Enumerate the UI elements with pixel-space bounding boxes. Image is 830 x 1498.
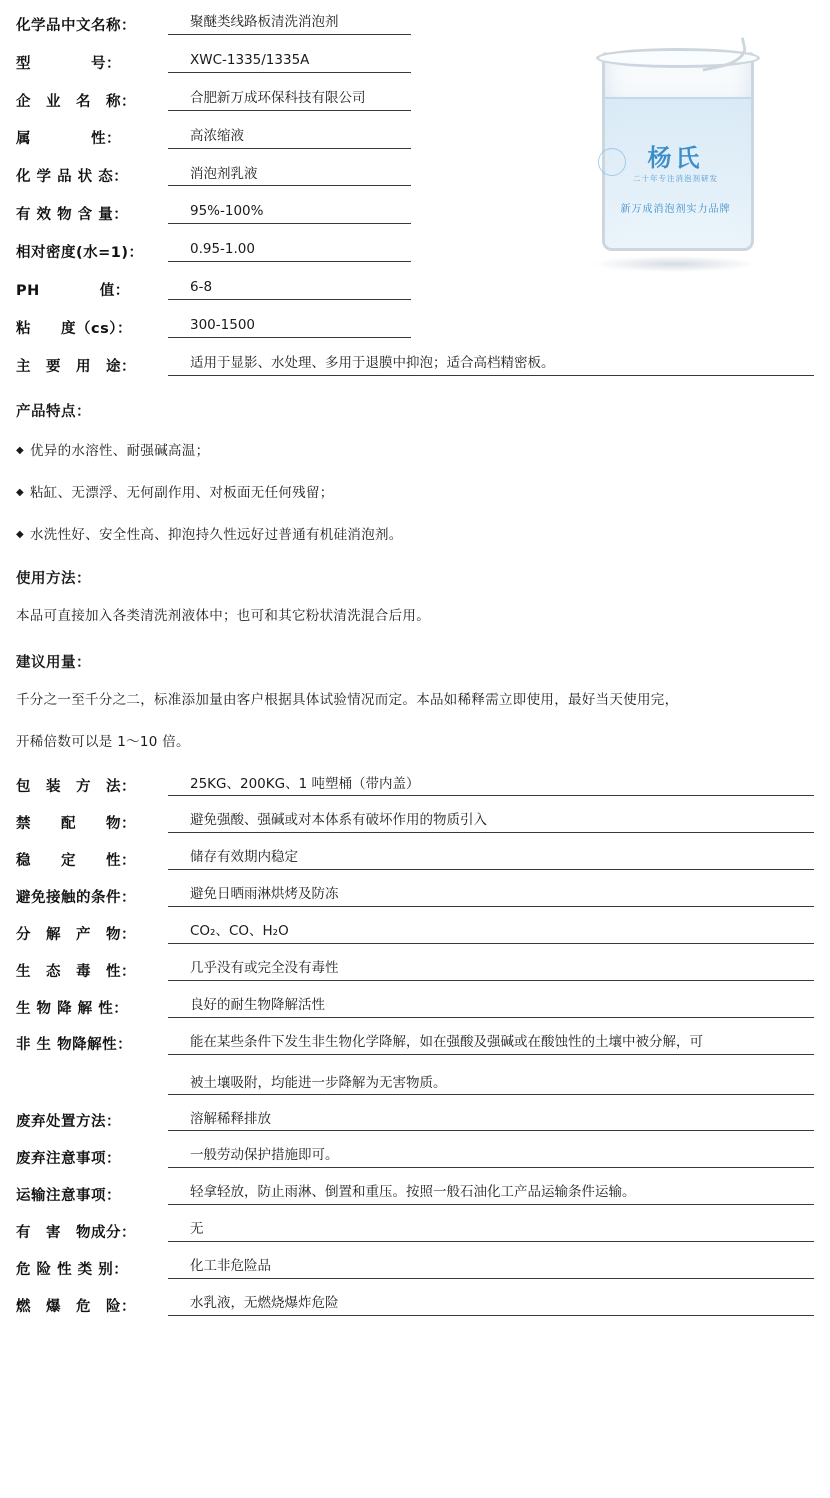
spec-label: PH 值： (16, 282, 130, 299)
spec-label: 主 要 用 途： (16, 358, 136, 375)
spec-value: 25KG、200KG、1 吨塑桶（带内盖） (168, 776, 814, 797)
table-row (16, 923, 814, 944)
spec-value: 水乳液，无燃烧爆炸危险 (168, 1295, 814, 1316)
spec-label: 避免接触的条件： (16, 889, 136, 906)
beaker-liquid (605, 97, 751, 248)
table-row-continuation (16, 1071, 814, 1095)
spec-value: 能在某些条件下发生非生物化学降解，如在强酸及强碱或在酸蚀性的土壤中被分解，可 (168, 1034, 814, 1055)
diamond-bullet-icon: ◆ (16, 486, 24, 498)
list-item-text: 粘缸、无漂浮、无何副作用、对板面无任何残留； (30, 484, 334, 501)
usage-text: 本品可直接加入各类清洗剂液体中；也可和其它粉状清洗混合后用。 (16, 607, 430, 624)
spec-label: 型 号： (16, 55, 121, 72)
table-row (16, 1034, 814, 1055)
usage-title: 使用方法： (16, 570, 91, 587)
table-row (16, 355, 814, 376)
spec-value: 适用于显影、水处理、多用于退膜中抑泡；适合高档精密板。 (168, 355, 814, 376)
spec-value: 300-1500 (168, 317, 411, 338)
table-row (16, 997, 814, 1018)
spec-value: 化工非危险品 (168, 1258, 814, 1279)
spec-label: 有 效 物 含 量： (16, 207, 129, 224)
spec-label: 化学品中文名称： (16, 17, 136, 34)
dosage-title: 建议用量： (16, 655, 91, 672)
spec-value: 无 (168, 1221, 814, 1242)
spec-value: 溶解稀释排放 (168, 1111, 814, 1132)
spec-value: 高浓缩液 (168, 128, 411, 149)
spec-label: 企 业 名 称： (16, 93, 136, 110)
beaker-shadow (594, 256, 756, 272)
table-row (16, 812, 814, 833)
table-row (16, 1111, 814, 1132)
table-row (16, 960, 814, 981)
spec-value: 轻拿轻放，防止雨淋、倒置和重压。按照一般石油化工产品运输条件运输。 (168, 1184, 814, 1205)
row-spacer (16, 1071, 168, 1095)
table-row (16, 849, 814, 870)
spec-list-bottom (16, 776, 814, 1316)
spec-label: 燃 爆 危 险： (16, 1298, 136, 1315)
spec-value: 合肥新万成环保科技有限公司 (168, 90, 411, 111)
spec-label: 属 性： (16, 131, 121, 148)
table-row (16, 14, 814, 35)
spec-value-continued: 被土壤吸附，均能进一步降解为无害物质。 (168, 1071, 814, 1095)
table-row (16, 1147, 814, 1168)
spec-value: 一般劳动保护措施即可。 (168, 1147, 814, 1168)
features-title: 产品特点： (16, 403, 91, 420)
diamond-bullet-icon: ◆ (16, 528, 24, 540)
spec-value: XWC-1335/1335A (168, 52, 411, 73)
spec-value: 良好的耐生物降解活性 (168, 997, 814, 1018)
spec-label: 废弃处置方法： (16, 1114, 121, 1131)
table-row (16, 1258, 814, 1279)
spec-label: 有 害 物成分： (16, 1224, 136, 1241)
list-item (16, 481, 814, 501)
table-row (16, 1184, 814, 1205)
brand-foot-text: 新万成消泡剂实力品牌 (620, 204, 731, 215)
spec-label: 稳 定 性： (16, 853, 136, 870)
spec-label: 运输注意事项： (16, 1188, 121, 1205)
spec-value: 几乎没有或完全没有毒性 (168, 960, 814, 981)
list-item-text: 优异的水溶性、耐强碱高温； (30, 442, 210, 459)
diamond-bullet-icon: ◆ (16, 444, 24, 456)
spec-label: 化 学 品 状 态： (16, 169, 129, 186)
spec-label: 分 解 产 物： (16, 926, 136, 943)
beaker-body (602, 52, 754, 251)
spec-value: 储存有效期内稳定 (168, 849, 814, 870)
spec-value: 95%-100% (168, 203, 411, 224)
spec-label: 危 险 性 类 别： (16, 1261, 129, 1278)
spec-value: 聚醚类线路板清洗消泡剂 (168, 14, 411, 35)
product-image (550, 34, 800, 324)
spec-label: 生 态 毒 性： (16, 963, 136, 980)
spec-label: 废弃注意事项： (16, 1151, 121, 1168)
table-row (16, 886, 814, 907)
spec-label: 粘 度（cs）： (16, 320, 132, 337)
spec-label: 生 物 降 解 性： (16, 1000, 129, 1017)
dosage-line-1: 千分之一至千分之二，标准添加量由客户根据具体试验情况而定。本品如稀释需立即使用，最好当天使用完， (16, 692, 679, 709)
beaker-illustration (588, 34, 763, 264)
list-item-text: 水洗性好、安全性高、抑泡持久性远好过普通有机硅消泡剂。 (30, 526, 403, 543)
spec-value: 避免强酸、强碱或对本体系有破坏作用的物质引入 (168, 812, 814, 833)
table-row (16, 1221, 814, 1242)
spec-label: 相对密度(水=1)： (16, 245, 144, 261)
brand-main-text: 杨氏 (647, 144, 704, 172)
spec-value: 6-8 (168, 279, 411, 300)
list-item (16, 523, 814, 543)
spec-value: CO₂、CO、H₂O (168, 923, 814, 944)
spec-label: 非 生 物降解性： (16, 1037, 133, 1054)
spec-label: 包 装 方 法： (16, 779, 136, 796)
spec-label: 禁 配 物： (16, 816, 136, 833)
brand-sub-text: 二十年专注消泡剂研发 (633, 174, 718, 183)
list-item (16, 439, 814, 459)
spec-value: 消泡剂乳液 (168, 166, 411, 187)
table-row (16, 776, 814, 797)
spec-value: 0.95-1.00 (168, 241, 411, 262)
table-row (16, 1295, 814, 1316)
dosage-line-2: 开稀倍数可以是 1～10 倍。 (16, 733, 190, 750)
spec-value: 避免日晒雨淋烘烤及防冻 (168, 886, 814, 907)
